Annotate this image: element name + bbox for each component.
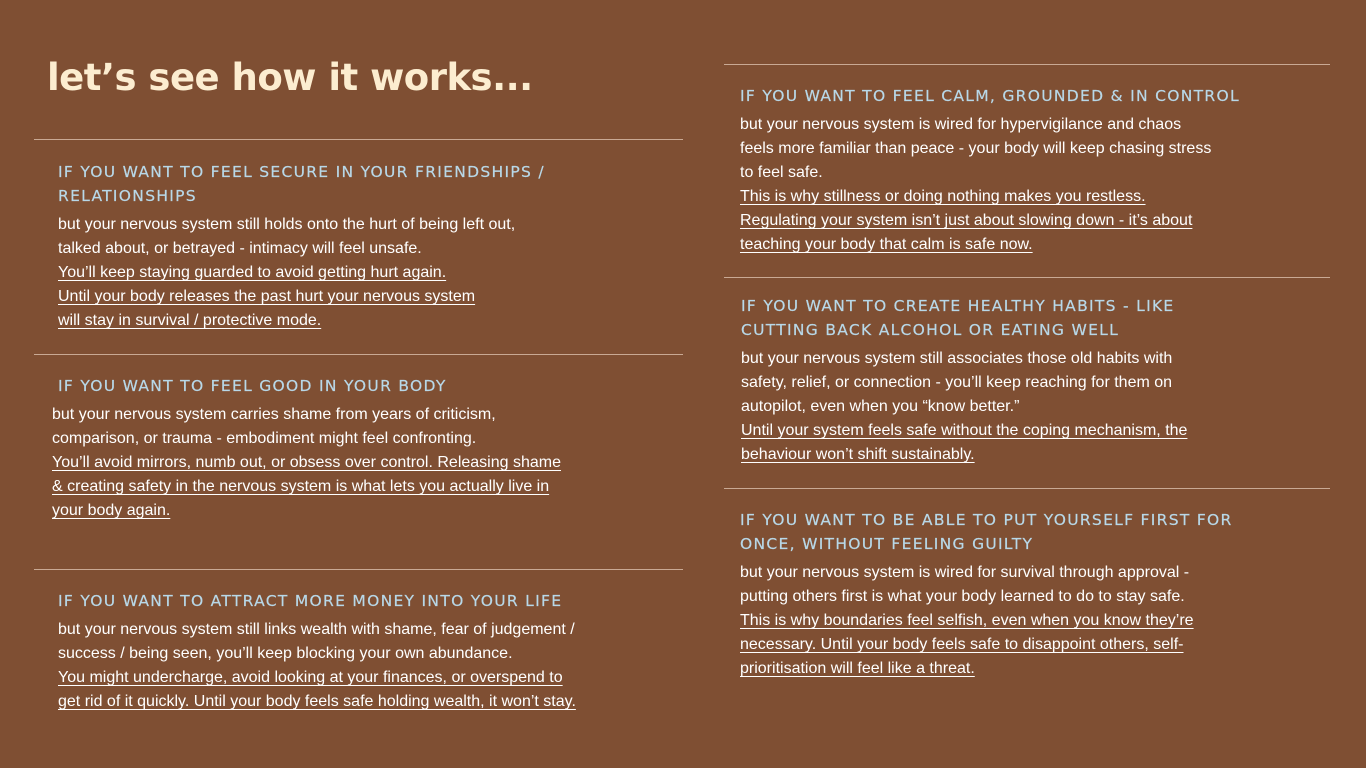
heading-line: IF YOU WANT TO FEEL CALM, GROUNDED & IN CONTROL [740,87,1240,105]
body-line: success / being seen, you’ll keep blocking your own abundance. [58,645,513,662]
card-secure-relationships [58,160,545,333]
highlight-line: You’ll avoid mirrors, numb out, or obsess over control. Releasing shame [52,454,561,471]
divider [34,354,683,355]
card-heading [58,160,545,208]
card-healthy-habits [741,294,1187,467]
card-put-yourself-first [740,508,1233,681]
highlight-line: behaviour won’t shift sustainably. [741,446,975,463]
body-line: to feel safe. [740,164,823,181]
body-line: but your nervous system carries shame from years of criticism, [52,406,496,423]
heading-line: IF YOU WANT TO FEEL GOOD IN YOUR BODY [58,377,447,395]
body-line: autopilot, even when you “know better.” [741,398,1020,415]
highlight-line: You might undercharge, avoid looking at your finances, or overspend to [58,669,563,686]
highlight-line: Until your body releases the past hurt your nervous system [58,288,476,305]
card-heading [741,294,1187,342]
highlight-line: will stay in survival / protective mode. [58,312,322,329]
divider [724,64,1330,65]
highlight-line: Until your system feels safe without the coping mechanism, the [741,422,1188,439]
card-highlight [52,451,561,523]
highlight-line: This is why stillness or doing nothing makes you restless. [740,188,1146,205]
card-good-in-body [52,374,561,523]
body-line: but your nervous system still holds onto the hurt of being left out, [58,216,516,233]
card-body [740,561,1233,609]
highlight-line: This is why boundaries feel selfish, even when you know they’re [740,612,1194,629]
highlight-line: teaching your body that calm is safe now. [740,236,1033,253]
divider [724,488,1330,489]
heading-line: RELATIONSHIPS [58,187,197,205]
card-body [58,618,576,666]
highlight-line: your body again. [52,502,171,519]
card-calm-grounded [740,84,1240,257]
card-heading [740,84,1240,108]
card-highlight [58,666,576,714]
heading-line: ONCE, WITHOUT FEELING GUILTY [740,535,1034,553]
body-line: but your nervous system is wired for survival through approval - [740,564,1190,581]
highlight-line: Regulating your system isn’t just about slowing down - it’s about [740,212,1193,229]
body-line: comparison, or trauma - embodiment might feel confronting. [52,430,477,447]
highlight-line: necessary. Until your body feels safe to disappoint others, self- [740,636,1184,653]
card-body [58,213,545,261]
card-body [740,113,1240,185]
card-attract-money [58,589,576,714]
body-line: safety, relief, or connection - you’ll keep reaching for them on [741,374,1173,391]
heading-line: CUTTING BACK ALCOHOL OR EATING WELL [741,321,1120,339]
highlight-line: prioritisation will feel like a threat. [740,660,975,677]
heading-line: IF YOU WANT TO CREATE HEALTHY HABITS - LIKE [741,297,1175,315]
card-body [741,347,1187,419]
heading-line: IF YOU WANT TO BE ABLE TO PUT YOURSELF FIRST FOR [740,511,1233,529]
page-title: let’s see how it works... [47,56,533,99]
body-line: talked about, or betrayed - intimacy will feel unsafe. [58,240,422,257]
highlight-line: get rid of it quickly. Until your body feels safe holding wealth, it won’t stay. [58,693,576,710]
body-line: but your nervous system is wired for hypervigilance and chaos [740,116,1182,133]
card-body [52,403,561,451]
highlight-line: & creating safety in the nervous system is what lets you actually live in [52,478,550,495]
divider [34,569,683,570]
heading-line: IF YOU WANT TO ATTRACT MORE MONEY INTO YOUR LIFE [58,592,563,610]
card-heading [52,374,561,398]
card-heading [58,589,576,613]
divider [34,139,683,140]
card-highlight [58,261,545,333]
body-line: feels more familiar than peace - your body will keep chasing stress [740,140,1212,157]
body-line: but your nervous system still links wealth with shame, fear of judgement / [58,621,575,638]
card-heading [740,508,1233,556]
card-highlight [740,185,1240,257]
card-highlight [741,419,1187,467]
heading-line: IF YOU WANT TO FEEL SECURE IN YOUR FRIENDSHIPS / [58,163,545,181]
body-line: but your nervous system still associates those old habits with [741,350,1173,367]
body-line: putting others first is what your body learned to do to stay safe. [740,588,1185,605]
divider [724,277,1330,278]
highlight-line: You’ll keep staying guarded to avoid getting hurt again. [58,264,447,281]
card-highlight [740,609,1233,681]
